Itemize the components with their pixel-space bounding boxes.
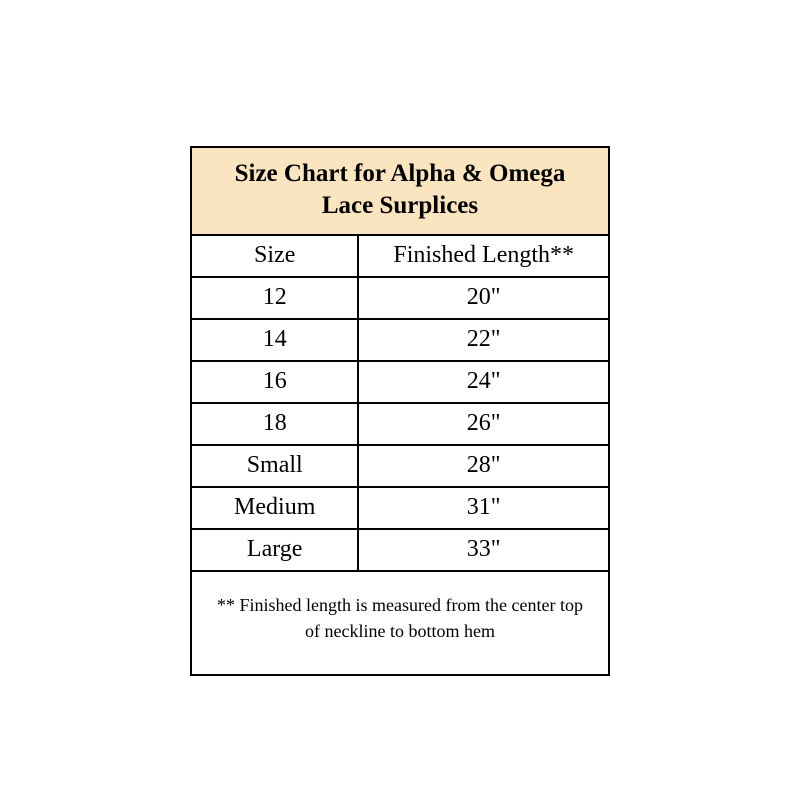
- cell-size: 16: [192, 361, 358, 403]
- footnote-line-1: ** Finished length is measured from the center top: [217, 595, 583, 615]
- cell-size: Small: [192, 445, 358, 487]
- size-chart-card: [190, 146, 610, 676]
- cell-length: 26": [358, 403, 608, 445]
- cell-length: 20": [358, 277, 608, 319]
- column-header-finished-length: Finished Length**: [358, 236, 608, 277]
- table-row: [192, 361, 608, 403]
- chart-title-line-2: Lace Surplices: [321, 192, 479, 219]
- cell-size: 18: [192, 403, 358, 445]
- table-row: [192, 487, 608, 529]
- table-row: [192, 277, 608, 319]
- cell-length: 31": [358, 487, 608, 529]
- cell-length: 33": [358, 529, 608, 571]
- cell-length: 22": [358, 319, 608, 361]
- cell-size: 14: [192, 319, 358, 361]
- column-header-size: Size: [192, 236, 358, 277]
- table-header: [192, 236, 608, 277]
- table-row: [192, 445, 608, 487]
- size-chart-table: [192, 236, 608, 572]
- chart-title: [192, 148, 608, 236]
- footnote-line-2: of neckline to bottom hem: [305, 621, 495, 642]
- table-header-row: [192, 236, 608, 277]
- table-row: [192, 403, 608, 445]
- chart-title-line-1: Size Chart for Alpha & Omega: [234, 160, 566, 187]
- table-row: [192, 319, 608, 361]
- cell-length: 24": [358, 361, 608, 403]
- cell-size: Medium: [192, 487, 358, 529]
- table-body: [192, 277, 608, 571]
- table-row: [192, 529, 608, 571]
- cell-size: 12: [192, 277, 358, 319]
- cell-length: 28": [358, 445, 608, 487]
- footnote: [192, 572, 608, 674]
- cell-size: Large: [192, 529, 358, 571]
